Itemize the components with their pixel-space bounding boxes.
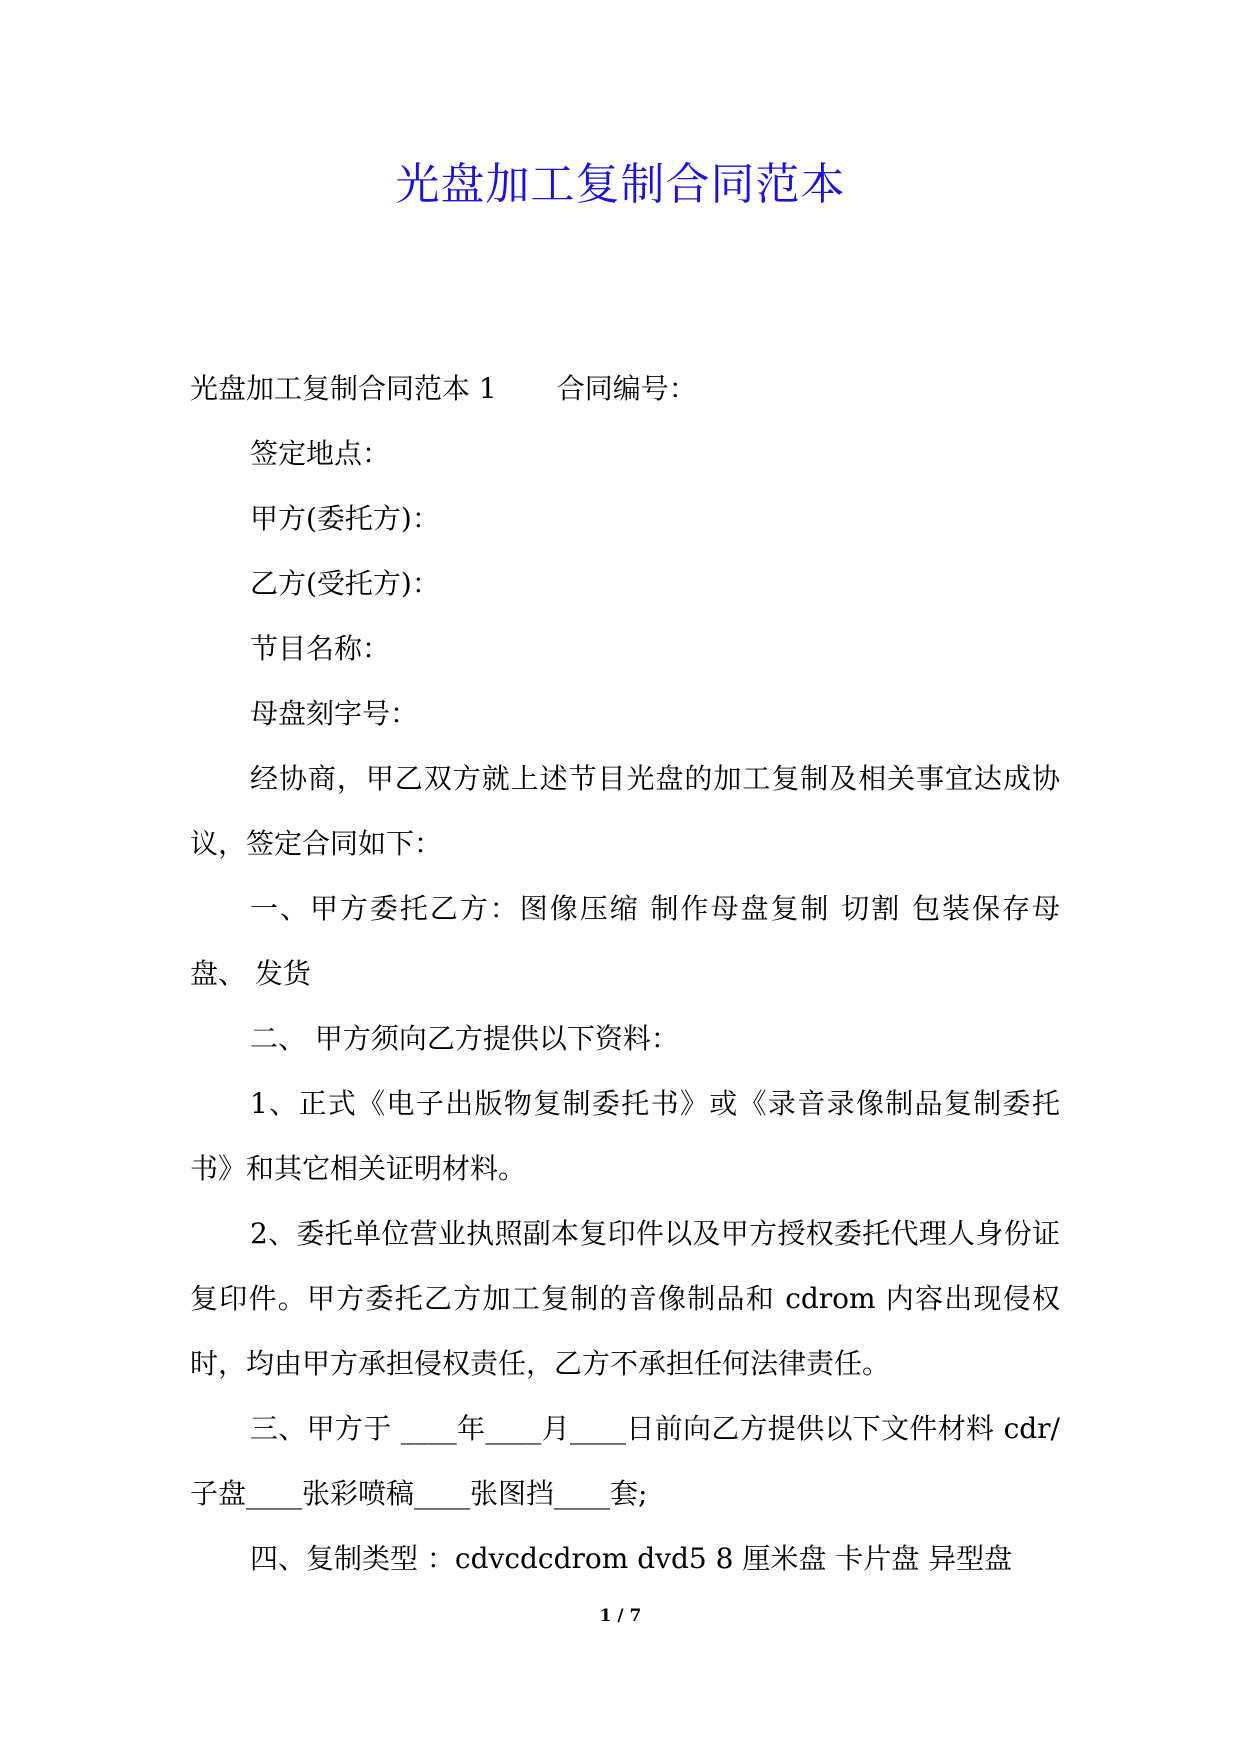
clause-2-item-1: 1、正式《电子出版物复制委托书》或《录音录像制品复制委托书》和其它相关证明材料。: [190, 1087, 1060, 1185]
clause-2: 二、 甲方须向乙方提供以下资料：: [250, 1022, 679, 1055]
contract-name: 光盘加工复制合同范本 1: [190, 372, 497, 405]
party-b: 乙方(受托方)：: [250, 567, 440, 600]
program-name: 节目名称：: [250, 632, 391, 665]
master-disc-number: 母盘刻字号：: [250, 697, 419, 730]
heading-line: [190, 356, 1060, 421]
document-body: [190, 356, 1060, 1591]
contract-number-label: 合同编号：: [556, 372, 697, 405]
clause-3: 三、甲方于 ____年____月____日前向乙方提供以下文件材料 cdr/子盘____张彩喷稿____张图挡____套;: [190, 1412, 1060, 1510]
document-title: 光盘加工复制合同范本: [395, 159, 846, 210]
agreement-intro: 经协商，甲乙双方就上述节目光盘的加工复制及相关事宜达成协议，签定合同如下：: [190, 762, 1060, 860]
page-indicator: 1 / 7: [599, 1606, 642, 1626]
signing-location: 签定地点：: [250, 437, 391, 470]
clause-4: 四、复制类型 ：cdvcdcdrom dvd5 8 厘米盘 卡片盘 异型盘: [250, 1542, 1013, 1575]
party-a: 甲方(委托方)：: [250, 502, 440, 535]
clause-1: 一、甲方委托乙方：图像压缩 制作母盘复制 切割 包装保存母盘、 发货: [190, 892, 1060, 990]
clause-2-item-2: 2、委托单位营业执照副本复印件以及甲方授权委托代理人身份证复印件。甲方委托乙方加工复制的音像制品和 cdrom 内容出现侵权时，均由甲方承担侵权责任，乙方不承担任何法律责任。: [190, 1217, 1060, 1380]
